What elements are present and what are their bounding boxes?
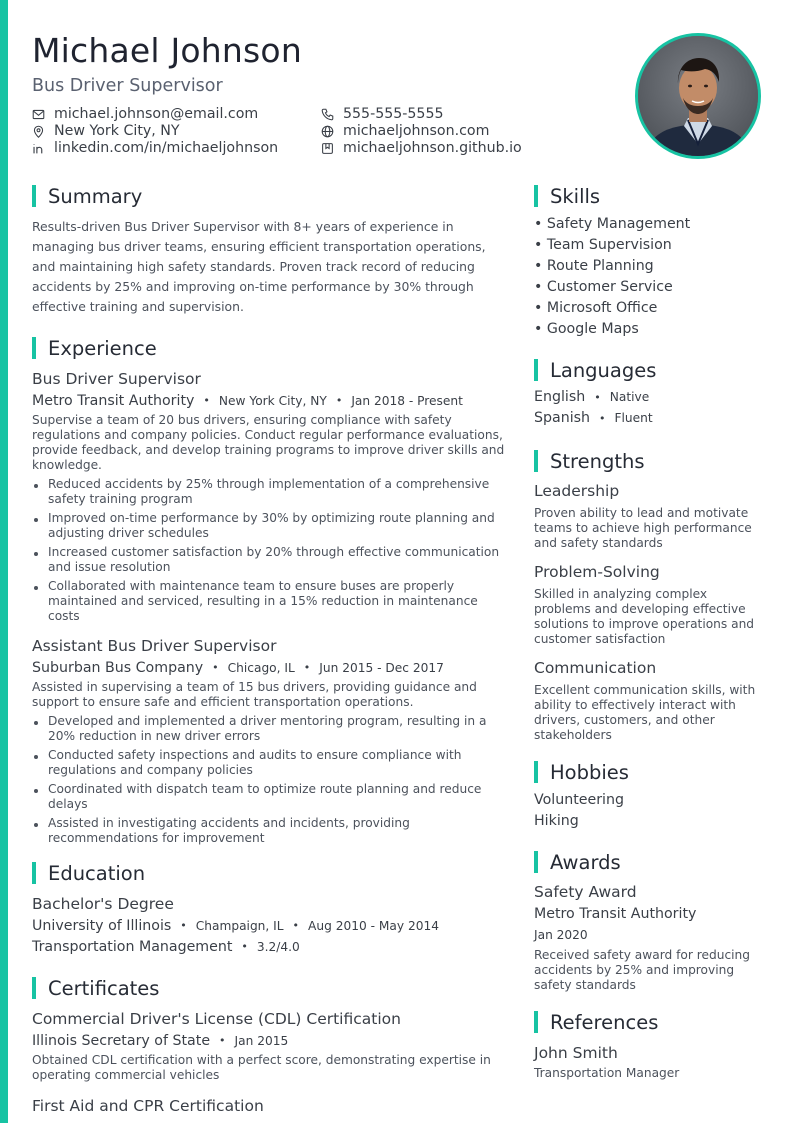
strength-item	[534, 562, 766, 647]
strengths-heading	[534, 449, 766, 473]
language-level: Fluent	[614, 411, 653, 425]
section-accent-bar	[534, 359, 538, 381]
degree: Bachelor's Degree	[32, 895, 174, 913]
contact-location	[32, 123, 180, 140]
job-meta	[32, 659, 512, 677]
strength-item	[534, 481, 766, 551]
certificate-description: Obtained CDL certification with a perfect score, demonstrating expertise in operating commercial vehicles	[32, 1053, 491, 1082]
job-entry	[32, 369, 512, 624]
section-title: Certificates	[48, 976, 160, 1000]
resume-header	[32, 30, 592, 160]
gpa: 3.2/4.0	[256, 940, 300, 954]
mail-icon	[32, 108, 45, 121]
job-company: Suburban Bus Company	[32, 660, 204, 676]
job-description: Assisted in supervising a team of 15 bus drivers, providing guidance and support to ensure safe and efficient transportation operations.	[32, 680, 477, 709]
job-description: Supervise a team of 20 bus drivers, ensuring compliance with safety regulations and company policies. Conduct regular performance evaluations, provide feedback, and develop training programs to improve driver skills and knowledge.	[32, 413, 505, 472]
separator-dot: •	[212, 661, 219, 674]
separator-dot: •	[203, 394, 210, 407]
award-name: Safety Award	[534, 883, 637, 901]
section-title: Experience	[48, 336, 157, 360]
summary-heading	[32, 184, 512, 208]
main-column	[32, 184, 512, 1116]
separator-dot: •	[219, 1034, 226, 1047]
separator-dot: •	[594, 391, 601, 404]
job-company: Metro Transit Authority	[32, 393, 195, 409]
certificates-heading	[32, 976, 512, 1000]
section-accent-bar	[534, 185, 538, 207]
section-accent-bar	[534, 761, 538, 783]
awards-heading	[534, 850, 766, 874]
award-entry	[534, 882, 766, 993]
globe-icon	[321, 125, 334, 138]
strength-name: Problem-Solving	[534, 563, 660, 581]
section-accent-bar	[32, 977, 36, 999]
list-item: Coordinated with dispatch team to optimize route planning and reduce delays	[32, 782, 512, 812]
certificate-date: Jan 2015	[234, 1034, 289, 1048]
github-icon	[321, 142, 334, 155]
section-title: Hobbies	[550, 760, 629, 784]
section-accent-bar	[32, 862, 36, 884]
education-entry	[32, 894, 512, 956]
list-item: Developed and implemented a driver mentoring program, resulting in a 20% reduction in new driver errors	[32, 714, 512, 744]
list-item: Improved on-time performance by 30% by optimizing route planning and adjusting driver schedules	[32, 511, 512, 541]
hobby-item: Hiking	[534, 813, 579, 829]
side-column	[534, 184, 766, 1081]
job-achievements	[32, 477, 512, 624]
skill-item: • Customer Service	[534, 279, 673, 295]
list-item: Increased customer satisfaction by 20% through effective communication and issue resolution	[32, 545, 512, 575]
reference-entry	[534, 1043, 766, 1081]
contact-linkedin[interactable]	[32, 140, 278, 157]
portrait-illustration	[638, 36, 758, 156]
skill-item: • Google Maps	[534, 321, 639, 337]
section-accent-bar	[534, 851, 538, 873]
skill-item: • Route Planning	[534, 258, 654, 274]
certificate-issuer: Illinois Secretary of State	[32, 1033, 211, 1049]
language-item	[534, 408, 766, 429]
section-title: Strengths	[550, 449, 645, 473]
languages-list	[534, 387, 766, 429]
website-text: michaeljohnson.com	[343, 123, 490, 139]
skills-heading	[534, 184, 766, 208]
contact-email[interactable]	[32, 106, 258, 123]
list-item: Conducted safety inspections and audits to ensure compliance with regulations and company policies	[32, 748, 512, 778]
strength-name: Communication	[534, 659, 657, 677]
skill-item: • Safety Management	[534, 216, 691, 232]
job-location: Chicago, IL	[227, 661, 295, 675]
language-level: Native	[609, 390, 650, 404]
school-location: Champaign, IL	[195, 919, 284, 933]
job-dates: Jan 2018 - Present	[351, 394, 463, 408]
hobby-item: Volunteering	[534, 792, 625, 808]
school-name: University of Illinois	[32, 918, 172, 934]
section-accent-bar	[32, 185, 36, 207]
list-item: Assisted in investigating accidents and incidents, providing recommendations for improvement	[32, 816, 512, 846]
skill-item: • Team Supervision	[534, 237, 672, 253]
linkedin-text: linkedin.com/in/michaeljohnson	[54, 140, 279, 156]
accent-sidebar-stripe	[0, 0, 8, 1123]
contact-info	[32, 106, 592, 160]
language-name: Spanish	[534, 410, 591, 426]
github-text: michaeljohnson.github.io	[343, 140, 522, 156]
contact-website[interactable]	[321, 123, 489, 140]
section-accent-bar	[534, 450, 538, 472]
job-role: Bus Driver Supervisor	[32, 370, 201, 388]
section-title: Awards	[550, 850, 621, 874]
phone-icon	[321, 108, 334, 121]
job-meta	[32, 392, 512, 410]
education-dates: Aug 2010 - May 2014	[308, 919, 439, 933]
candidate-title: Bus Driver Supervisor	[32, 76, 223, 96]
certificate-entry	[32, 1009, 512, 1083]
strength-name: Leadership	[534, 482, 620, 500]
section-title: Skills	[550, 184, 601, 208]
hobbies-heading	[534, 760, 766, 784]
certificate-name: First Aid and CPR Certification	[32, 1097, 264, 1115]
hobbies-list	[534, 790, 766, 832]
job-role: Assistant Bus Driver Supervisor	[32, 637, 277, 655]
section-accent-bar	[534, 1011, 538, 1033]
section-title: Languages	[550, 358, 657, 382]
phone-text: 555-555-5555	[343, 106, 444, 122]
separator-dot: •	[599, 412, 606, 425]
separator-dot: •	[241, 940, 248, 953]
section-title: References	[550, 1010, 659, 1034]
list-item: Collaborated with maintenance team to ensure buses are properly maintained and serviced, resulting in a 15% reduction in maintenance costs	[32, 579, 512, 624]
summary-text: Results-driven Bus Driver Supervisor with 8+ years of experience in managing bus driver teams, ensuring efficient transportation operations, and maintaining high safety standards. Proven track record of reducing accidents by 25% and improving on-time performance by 30% through effective training and supervision.	[32, 219, 486, 314]
candidate-name: Michael Johnson	[32, 31, 302, 70]
field-of-study: Transportation Management	[32, 939, 233, 955]
certificate-entry	[32, 1096, 512, 1116]
location-text: New York City, NY	[54, 123, 180, 139]
profile-photo	[635, 33, 761, 159]
languages-heading	[534, 358, 766, 382]
strength-description: Skilled in analyzing complex problems and developing effective solutions to improve operations and customer satisfaction	[534, 587, 755, 646]
award-issuer: Metro Transit Authority	[534, 906, 697, 922]
award-date: Jan 2020	[534, 928, 588, 942]
skills-list	[534, 214, 766, 340]
certificate-meta	[32, 1032, 512, 1050]
separator-dot: •	[180, 919, 187, 932]
job-entry	[32, 636, 512, 846]
strength-description: Excellent communication skills, with ability to effectively interact with drivers, customers, and other stakeholders	[534, 683, 756, 742]
skill-item: • Microsoft Office	[534, 300, 658, 316]
references-heading	[534, 1010, 766, 1034]
location-pin-icon	[32, 125, 45, 138]
list-item: Reduced accidents by 25% through implementation of a comprehensive safety training program	[32, 477, 512, 507]
email-text: michael.johnson@email.com	[54, 106, 259, 122]
language-item	[534, 387, 766, 408]
section-title: Education	[48, 861, 146, 885]
contact-phone[interactable]	[321, 106, 444, 123]
reference-name: John Smith	[534, 1044, 618, 1062]
certificate-name: Commercial Driver's License (CDL) Certification	[32, 1010, 401, 1028]
education-field-row	[32, 938, 512, 956]
job-achievements	[32, 714, 512, 846]
contact-github[interactable]	[321, 140, 522, 157]
language-name: English	[534, 389, 586, 405]
education-heading	[32, 861, 512, 885]
section-accent-bar	[32, 337, 36, 359]
strength-item	[534, 658, 766, 743]
experience-heading	[32, 336, 512, 360]
separator-dot: •	[292, 919, 300, 932]
strength-description: Proven ability to lead and motivate teams to achieve high performance and safety standards	[534, 506, 752, 550]
separator-dot: •	[303, 661, 311, 674]
award-description: Received safety award for reducing accidents by 25% and improving safety standards	[534, 948, 750, 992]
job-location: New York City, NY	[218, 394, 327, 408]
job-dates: Jun 2015 - Dec 2017	[319, 661, 444, 675]
reference-title: Transportation Manager	[534, 1066, 680, 1080]
section-title: Summary	[48, 184, 143, 208]
linkedin-icon	[32, 142, 45, 155]
education-meta	[32, 917, 512, 935]
separator-dot: •	[335, 394, 343, 407]
